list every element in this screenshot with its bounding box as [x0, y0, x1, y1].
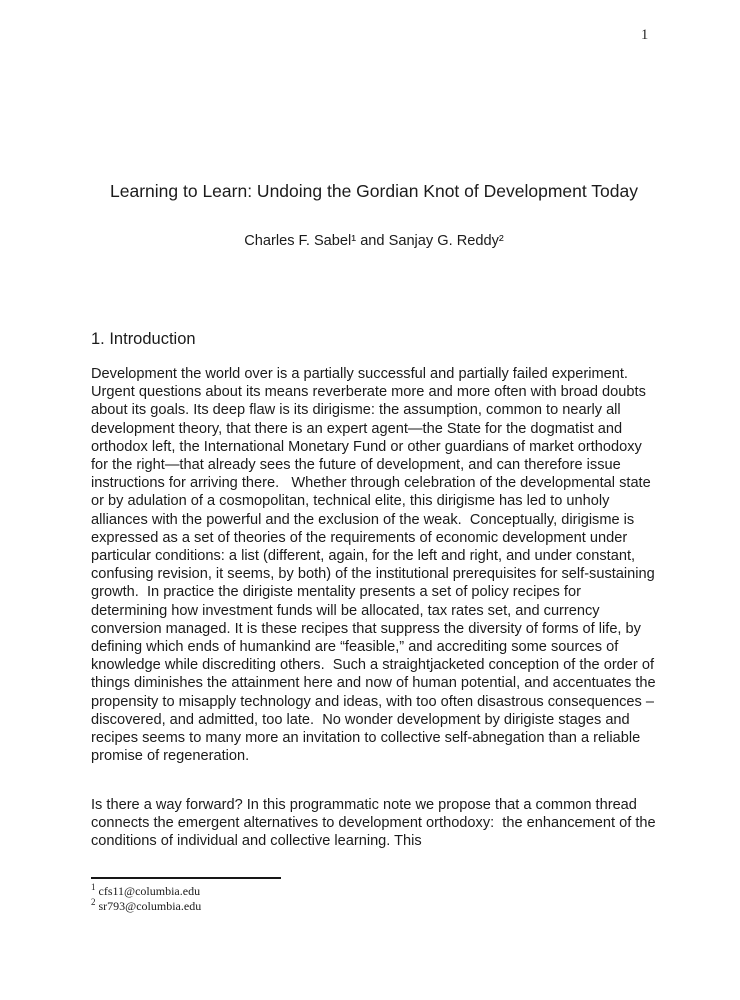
footnote-2-marker: 2: [91, 896, 96, 907]
paragraph-2: Is there a way forward? In this programmatic note we propose that a common thread connects the emergent alternatives to development orthodoxy: the enhancement of the conditions of individual and collective learning. This: [91, 797, 660, 850]
footnotes-block: [91, 884, 491, 913]
author-line: Charles F. Sabel¹ and Sanjay G. Reddy²: [244, 233, 504, 249]
section-heading-introduction: 1. Introduction: [91, 330, 196, 348]
footnote-1-email: cfs11@columbia.edu: [98, 884, 201, 898]
footnote-separator-rule: [91, 877, 281, 879]
footnote-2: [91, 896, 491, 914]
paper-title: Learning to Learn: Undoing the Gordian Knot of Development Today: [110, 181, 638, 201]
footnote-1: [91, 884, 491, 899]
page-number: 1: [641, 27, 649, 43]
footnote-2-email: sr793@columbia.edu: [98, 898, 202, 913]
paragraph-1: Development the world over is a partially successful and partially failed experiment. Urgent questions about its means reverberate more and more often with broad doubts about its goals. Its deep flaw is its dirigisme: the assumption, common to nearly all development theory, that there is an expert agent—the State for the dogmatist and orthodox left, the International Monetary Fund or other guardians of market orthodoxy for the right—that already sees the future of development, and can therefore issue instructions for arriving there. Whether through celebration of the developmental state or by adulation of a cosmopolitan, technical elite, this dirigisme has led to unholy alliances with the powerful and the exclusion of the weak. Conceptually, dirigisme is expressed as a set of theories of the requirements of economic development under particular conditions: a list (different, again, for the left and right, and under constant, confusing revision, it seems, by both) of the institutional prerequisites for self-sustaining growth. In practice the dirigiste mentality presents a set of policy recipes for determining how investment funds will be allocated, tax rates set, and currency conversion managed. It is these recipes that suppress the diversity of forms of life, by defining which ends of humankind are “feasible,” and accrediting some sources of knowledge while discrediting others. Such a straightjacketed conception of the order of things diminishes the attainment here and now of human potential, and accentuates the propensity to misapply technology and ideas, with too often disastrous consequences – discovered, and admitted, too late. No wonder development by dirigiste stages and recipes seems to many more an invitation to collective self-abnegation than a reliable promise of regeneration.: [91, 366, 660, 765]
footnote-1-marker: 1: [91, 882, 96, 892]
